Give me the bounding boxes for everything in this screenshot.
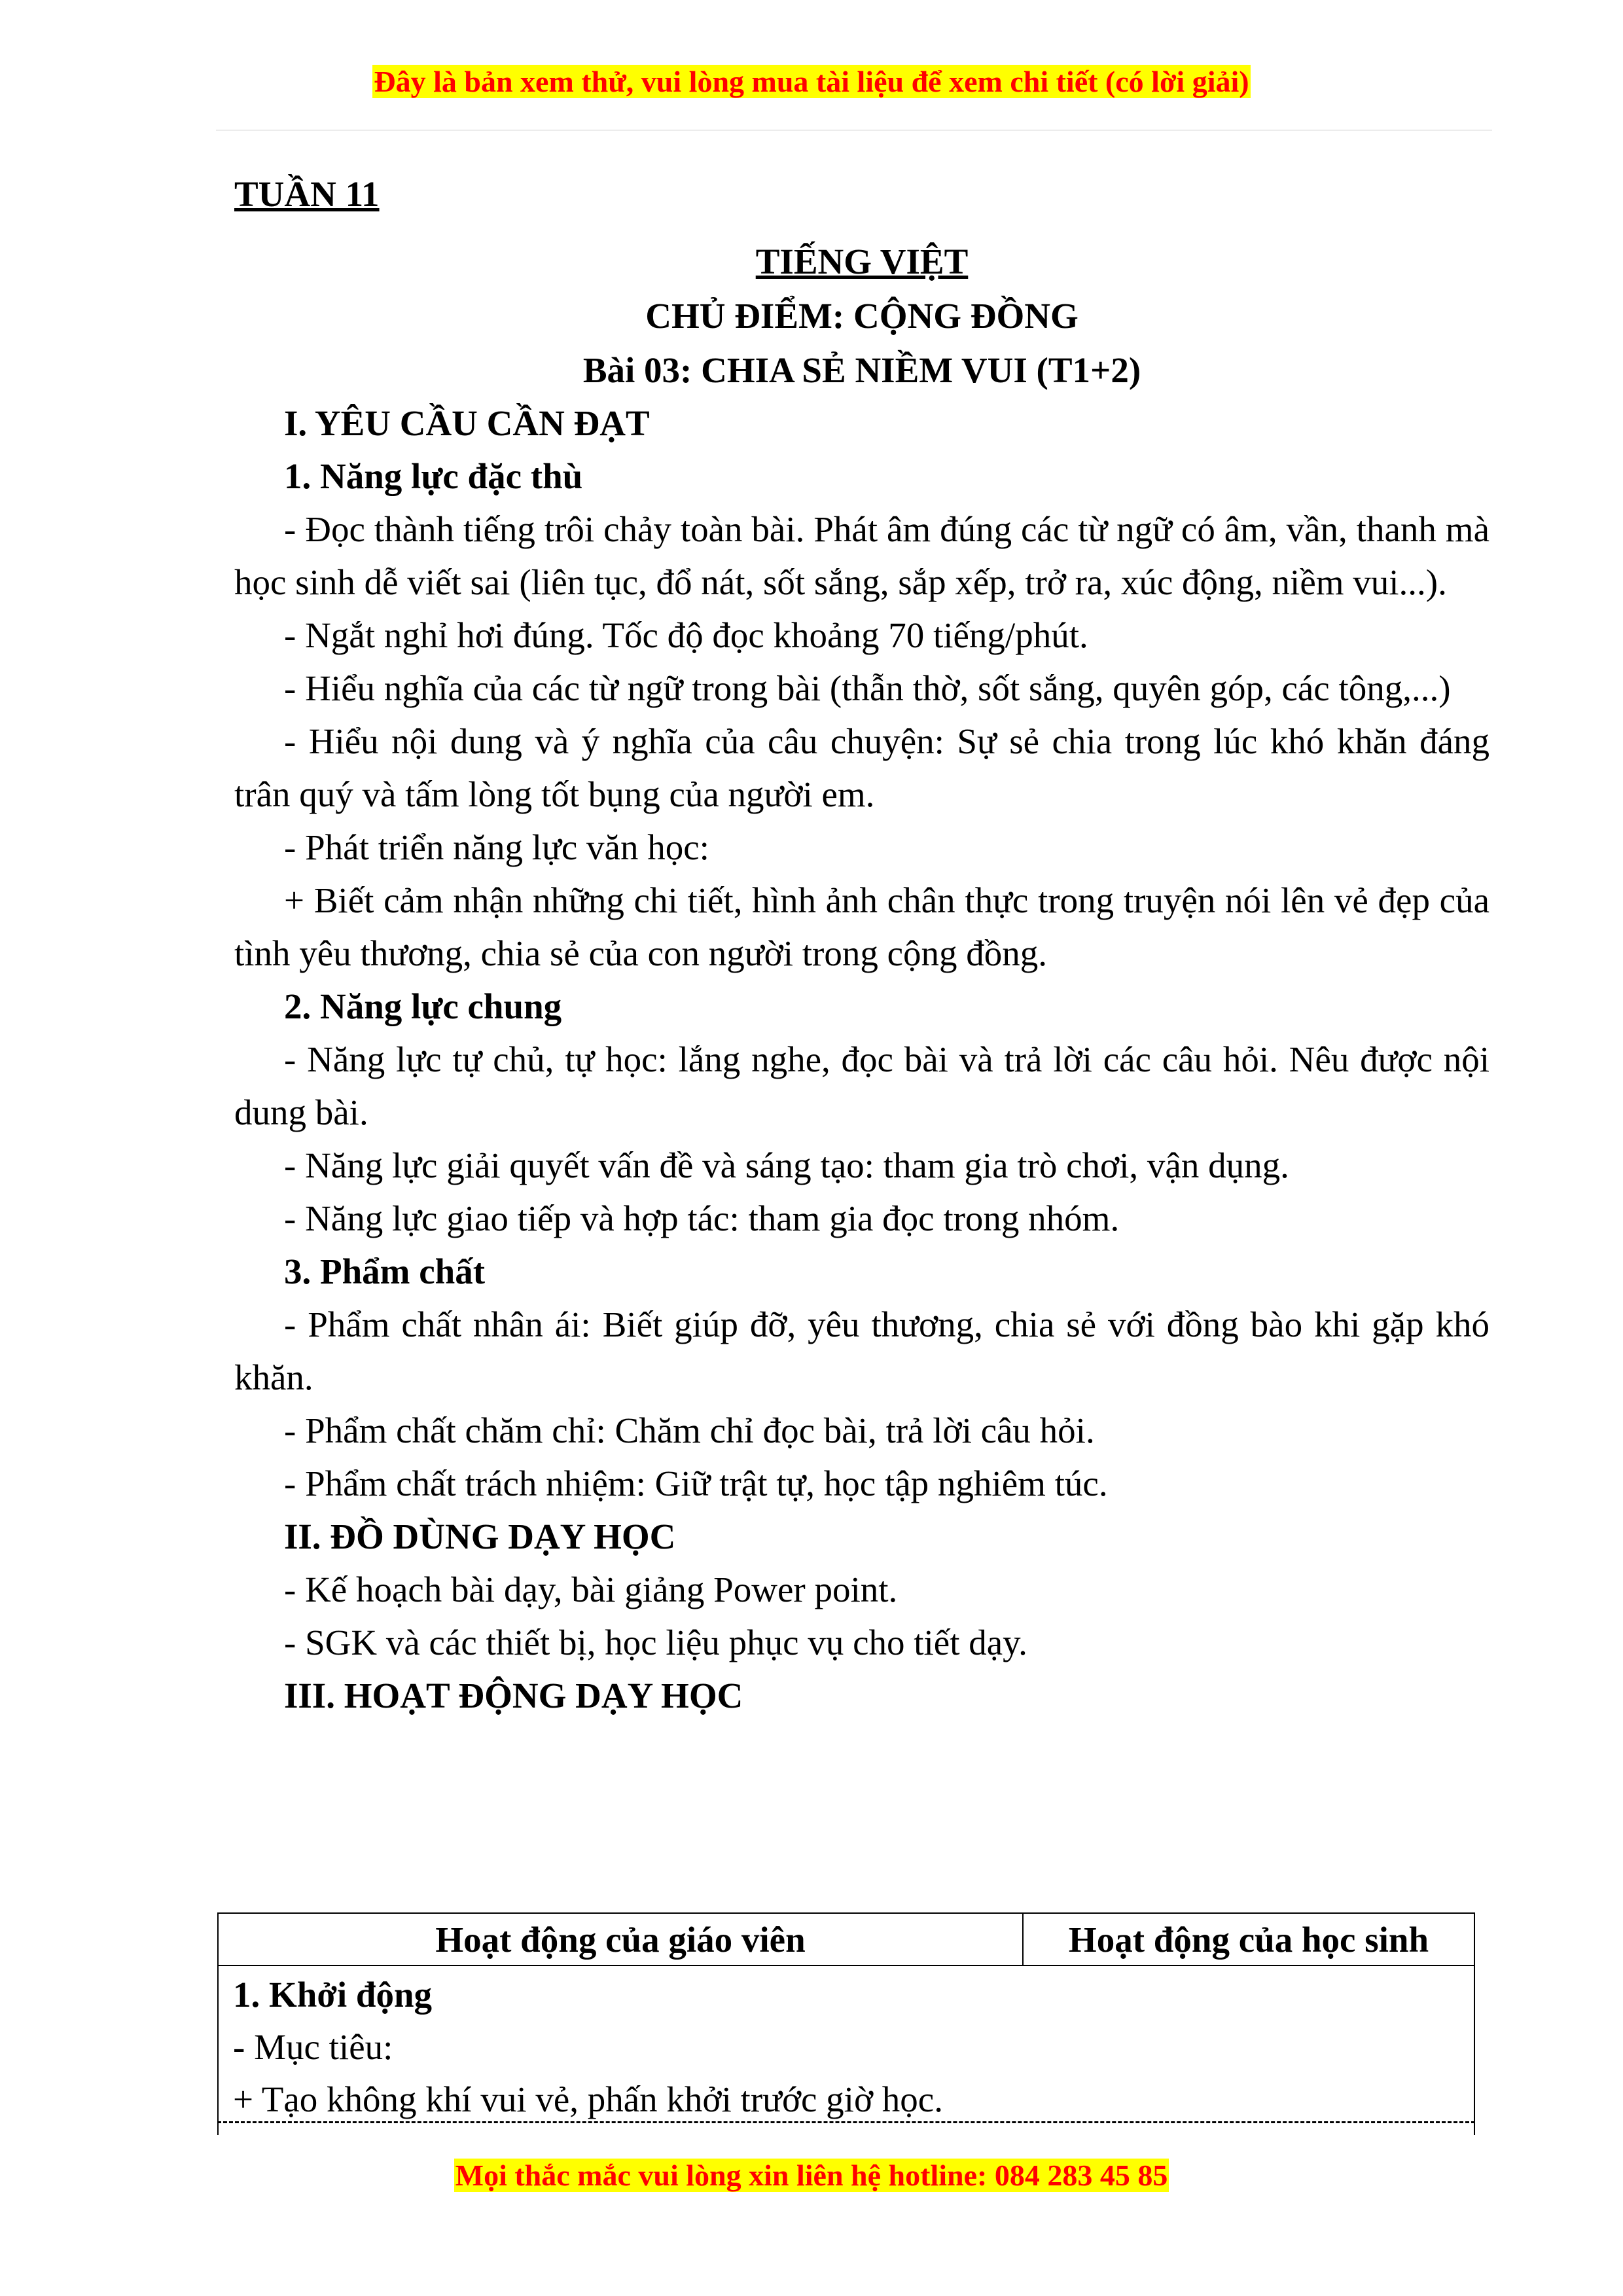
paragraph: - Hiểu nghĩa của các từ ngữ trong bài (thẫn thờ, sốt sắng, quyên góp, các tông,...) bbox=[284, 668, 1451, 708]
paragraph: - Phẩm chất nhân ái: Biết giúp đỡ, yêu thương, chia sẻ với đồng bào khi gặp khó khăn. bbox=[234, 1304, 1489, 1397]
paragraph: - Phẩm chất chăm chỉ: Chăm chỉ đọc bài, trả lời câu hỏi. bbox=[284, 1410, 1095, 1450]
section-1-heading: I. YÊU CẦU CẦN ĐẠT bbox=[284, 403, 650, 443]
hotline-banner bbox=[0, 2158, 1623, 2193]
preview-notice-text: Đây là bản xem thử, vui lòng mua tài liệu để xem chi tiết (có lời giải) bbox=[374, 65, 1249, 98]
paragraph: - Kế hoạch bài dạy, bài giảng Power point. bbox=[284, 1570, 898, 1609]
page-cut-dashed-line bbox=[217, 2121, 1475, 2123]
subsection-1-2-heading: 2. Năng lực chung bbox=[284, 986, 562, 1026]
subsection-1-3-heading: 3. Phẩm chất bbox=[284, 1251, 486, 1291]
cell-line: - Mục tiêu: bbox=[233, 2027, 393, 2067]
paragraph: - Năng lực giải quyết vấn đề và sáng tạo: tham gia trò chơi, vận dụng. bbox=[284, 1145, 1289, 1185]
document-body bbox=[234, 168, 1489, 1722]
paragraph: - Ngắt nghỉ hơi đúng. Tốc độ đọc khoảng 70 tiếng/phút. bbox=[284, 615, 1088, 655]
warmup-heading: 1. Khởi động bbox=[233, 1975, 433, 2015]
paragraph: - Phát triển năng lực văn học: bbox=[284, 827, 709, 867]
subject-title: TIẾNG VIỆT bbox=[755, 242, 969, 281]
paragraph: - Hiểu nội dung và ý nghĩa của câu chuyện: Sự sẻ chia trong lúc khó khăn đáng trân quý và tấm lòng tốt bụng của người em. bbox=[234, 721, 1489, 814]
lesson-title: Bài 03: CHIA SẺ NIỀM VUI (T1+2) bbox=[582, 350, 1141, 390]
paragraph: - SGK và các thiết bị, học liệu phục vụ cho tiết dạy. bbox=[284, 1623, 1027, 1662]
week-label: TUẦN 11 bbox=[234, 174, 380, 214]
paragraph: - Phẩm chất trách nhiệm: Giữ trật tự, học tập nghiêm túc. bbox=[284, 1463, 1108, 1503]
paragraph: - Năng lực tự chủ, tự học: lắng nghe, đọc bài và trả lời các câu hỏi. Nêu được nội dung bài. bbox=[234, 1039, 1489, 1132]
table-row bbox=[218, 1965, 1474, 2135]
cell-line: + Tạo không khí vui vẻ, phấn khởi trước giờ học. bbox=[233, 2079, 943, 2119]
subsection-1-1-heading: 1. Năng lực đặc thù bbox=[284, 456, 583, 496]
preview-notice-banner bbox=[0, 64, 1623, 99]
table-header-row bbox=[218, 1913, 1474, 1965]
paragraph: + Biết cảm nhận những chi tiết, hình ảnh chân thực trong truyện nói lên vẻ đẹp của tình yêu thương, chia sẻ của con người trong cộng đồng. bbox=[234, 880, 1489, 973]
col-header-student: Hoạt động của học sinh bbox=[1023, 1913, 1474, 1965]
header-divider bbox=[216, 130, 1492, 131]
paragraph: - Năng lực giao tiếp và hợp tác: tham gia đọc trong nhóm. bbox=[284, 1198, 1120, 1238]
col-header-teacher: Hoạt động của giáo viên bbox=[218, 1913, 1023, 1965]
theme-title: CHỦ ĐIỂM: CỘNG ĐỒNG bbox=[645, 296, 1079, 336]
table-cell-warmup bbox=[218, 1965, 1474, 2135]
hotline-text: Mọi thắc mắc vui lòng xin liên hệ hotline: 084 283 45 85 bbox=[455, 2159, 1168, 2192]
section-2-heading: II. ĐỒ DÙNG DẠY HỌC bbox=[284, 1516, 676, 1556]
paragraph: - Đọc thành tiếng trôi chảy toàn bài. Phát âm đúng các từ ngữ có âm, vần, thanh mà học sinh dễ viết sai (liên tục, đổ nát, sốt sắng, sắp xếp, trở ra, xúc động, niềm vui...). bbox=[234, 509, 1489, 602]
section-3-heading: III. HOẠT ĐỘNG DẠY HỌC bbox=[284, 1676, 743, 1715]
activities-table bbox=[217, 1912, 1475, 2135]
